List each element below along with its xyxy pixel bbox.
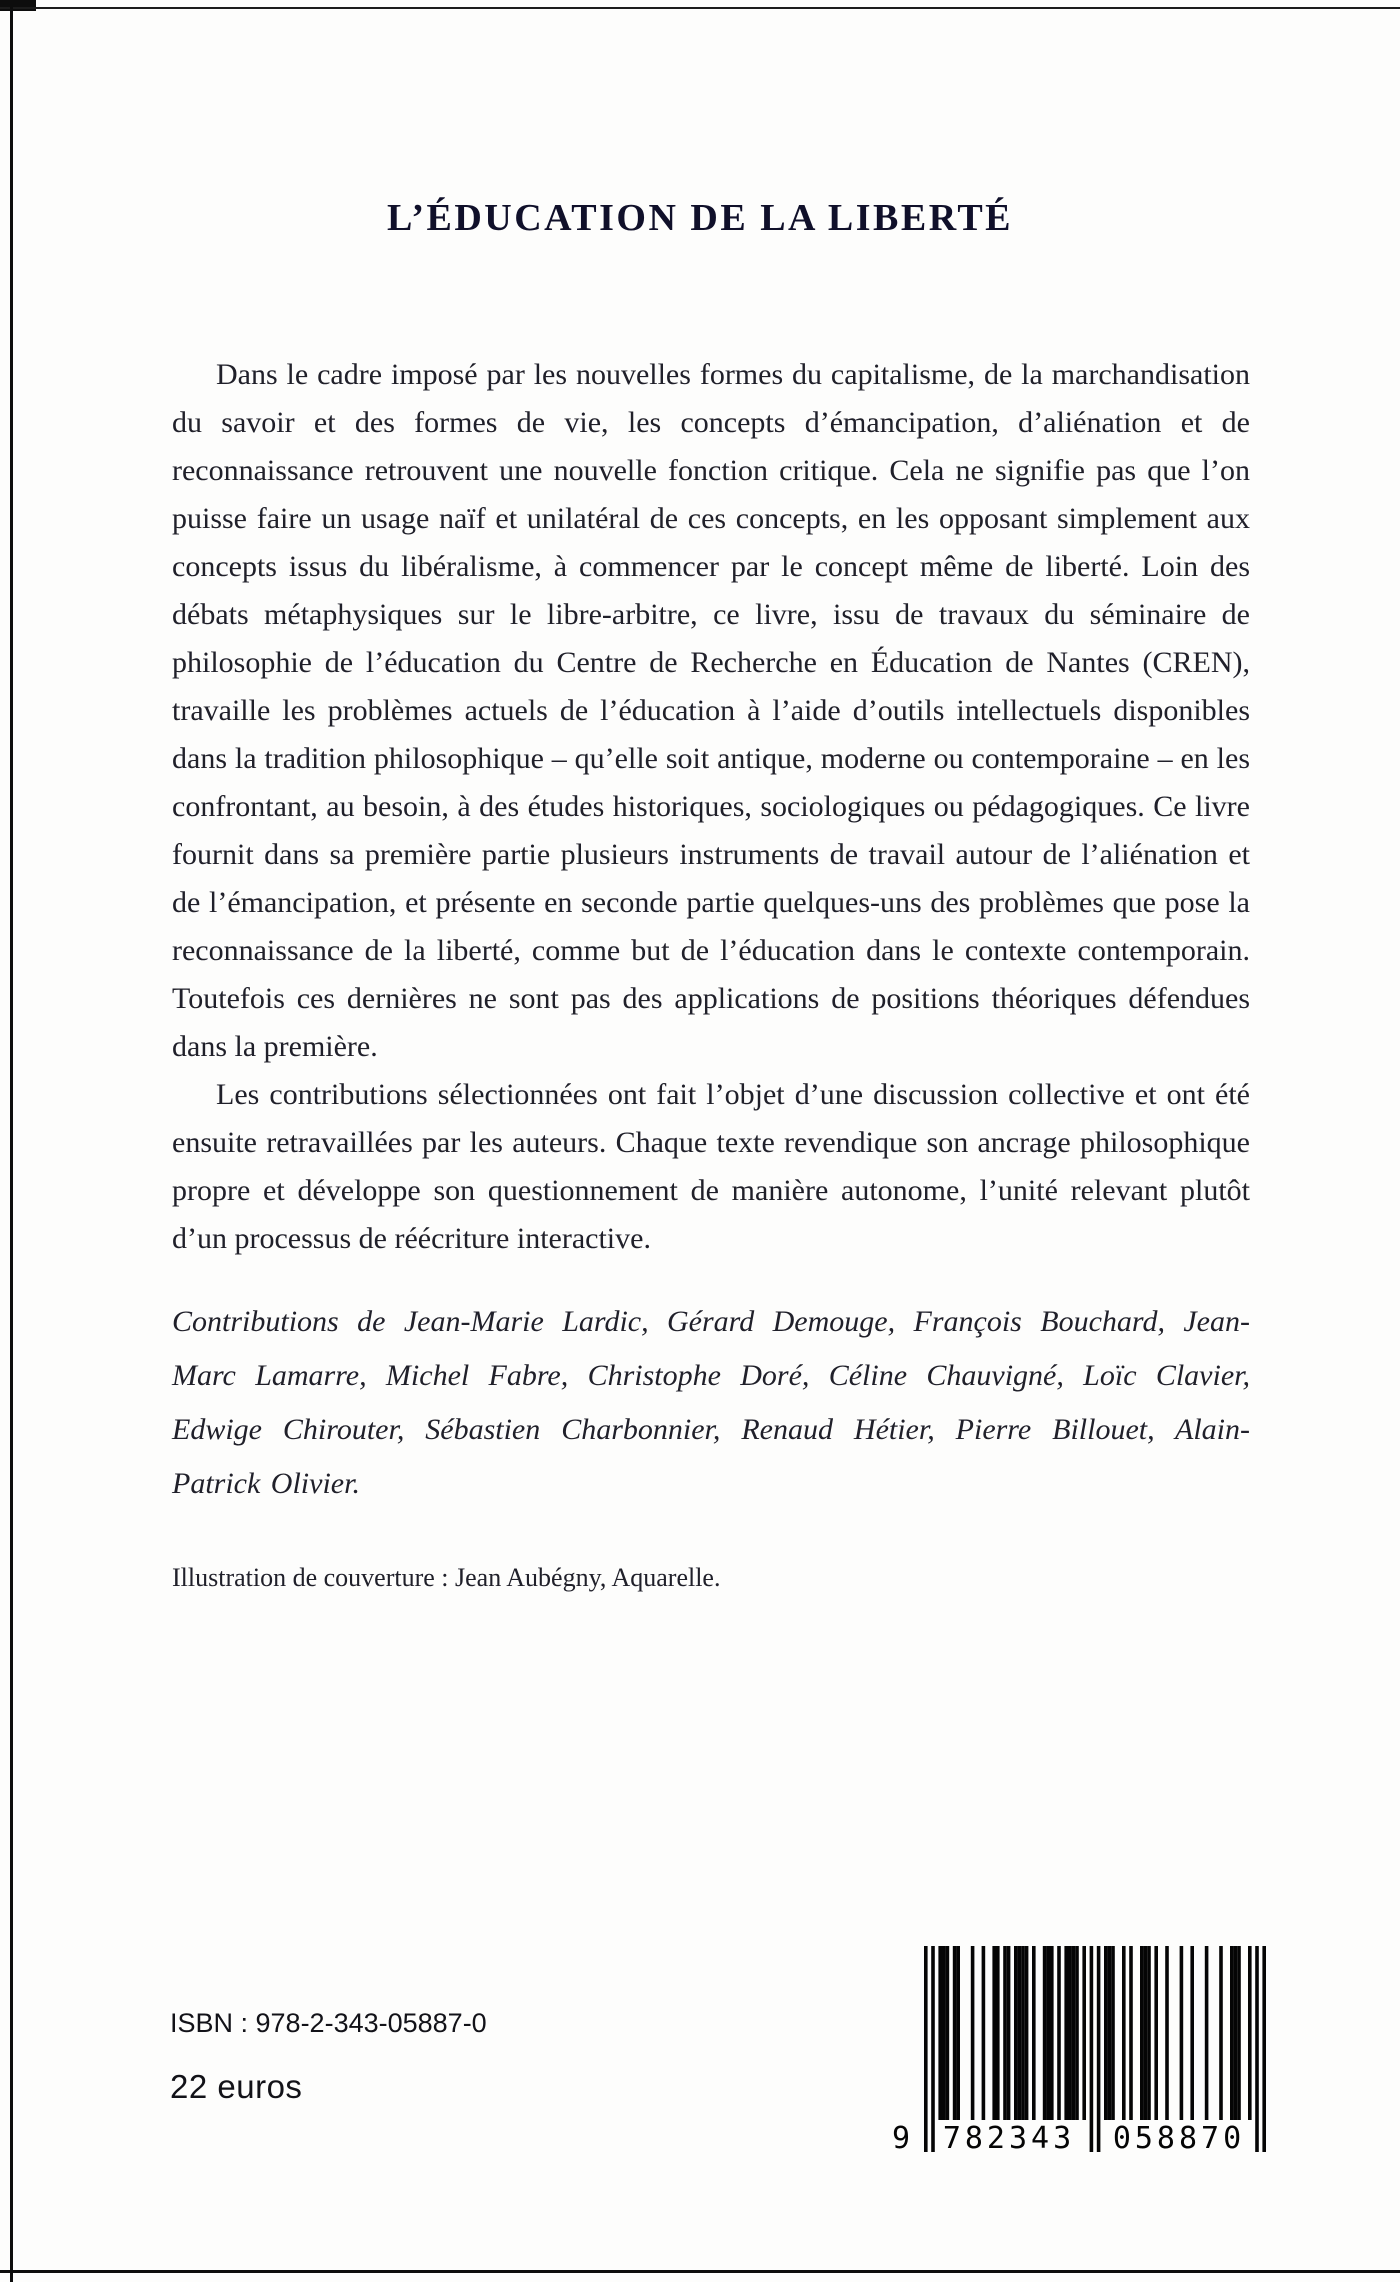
isbn-text: ISBN : 978-2-343-05887-0	[170, 2008, 487, 2038]
page-edge-left	[10, 0, 13, 2282]
page-edge-corner	[0, 0, 36, 11]
price-text: 22 euros	[170, 2068, 303, 2105]
page-edge-bottom	[0, 2270, 1400, 2273]
book-title: L’ÉDUCATION DE LA LIBERTÉ	[386, 197, 1014, 239]
barcode-digits-right: 058870	[1112, 2121, 1246, 2156]
synopsis-paragraph-1: Dans le cadre imposé par les nouvelles formes du capitalisme, de la marchandisation du savoir et des formes de vie, les concepts d’émancipation, d’aliénation et de reconnaissance retrouvent une nouvelle fonction critique. Cela ne signifie pas que l’on puisse faire un usage naïf et unilatéral de ces concepts, en les opposant simplement aux concepts issus du libéralisme, à commencer par le concept même de liberté. Loin des débats métaphysiques sur le libre-arbitre, ce livre, issu de travaux du séminaire de philosophie de l’éducation du Centre de Recherche en Éducation de Nantes (CREN), travaille les problèmes actuels de l’éducation à l’aide d’outils intellectuels disponibles dans la tradition philosophique – qu’elle soit antique, moderne ou contemporaine – en les confrontant, au besoin, à des études historiques, sociologiques ou pédagogiques. Ce livre fournit dans sa première partie plusieurs instruments de travail autour de l’aliénation et de l’émancipation, et présente en seconde partie quelques-uns des problèmes que pose la reconnaissance de la liberté, comme but de l’éducation dans le contexte contemporain. Toutefois ces dernières ne sont pas des applications de positions théoriques défendues dans la première.	[172, 358, 1250, 1063]
page-edge-top	[0, 7, 1400, 9]
synopsis-block	[172, 351, 1250, 1595]
barcode	[890, 1946, 1272, 2164]
contributors-paragraph: Contributions de Jean-Marie Lardic, Gérard Demouge, François Bouchard, Jean-Marc Lamarre, Michel Fabre, Christophe Doré, Céline Chauvigné, Loïc Clavier, Edwige Chirouter, Sébastien Charbonnier, Renaud Hétier, Pierre Billouet, Alain-Patrick Olivier.	[172, 1305, 1250, 1500]
synopsis-paragraph-2: Les contributions sélectionnées ont fait l’objet d’une discussion collective et ont été ensuite retravaillées par les auteurs. Chaque texte revendique son ancrage philosophique propre et développe son questionnement de manière autonome, l’unité relevant plutôt d’un processus de réécriture interactive.	[172, 1078, 1250, 1255]
barcode-digit-lead: 9	[892, 2121, 911, 2156]
illustration-credit: Illustration de couverture : Jean Aubégny, Aquarelle.	[172, 1563, 721, 1592]
barcode-digits-left: 782343	[942, 2121, 1076, 2156]
